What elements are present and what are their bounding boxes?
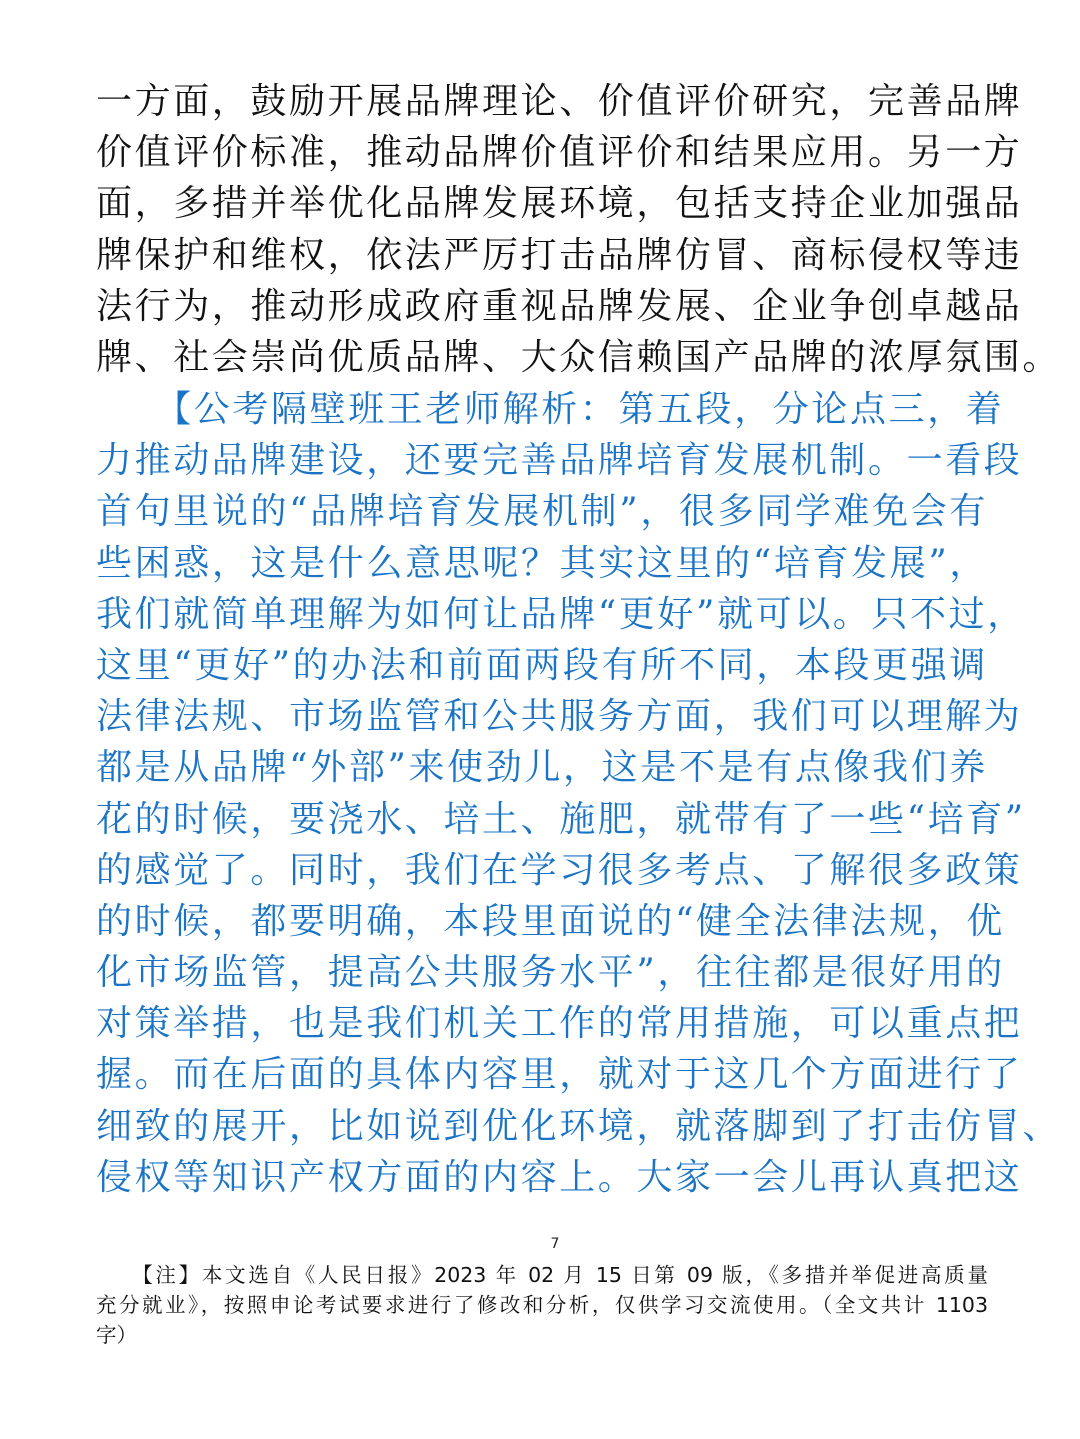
analysis-text-line: 这里“更好”的办法和前面两段有所不同，本段更强调 [96,644,988,686]
analysis-paragraph [96,384,1062,1203]
analysis-text-line: 首句里说的“品牌培育发展机制”，很多同学难免会有 [96,491,988,533]
analysis-text-line: 我们就简单理解为如何让品牌“更好”就可以。只不过， [96,593,1026,635]
analysis-text-line: 些困惑，这是什么意思呢？其实这里的“培育发展”， [96,542,988,584]
main-text-line: 法行为，推动形成政府重视品牌发展、企业争创卓越品 [96,285,1023,327]
analysis-text-line: 侵权等知识产权方面的内容上。大家一会儿再认真把这 [96,1156,1023,1198]
analysis-text-line: 都是从品牌“外部”来使劲儿，这是不是有点像我们养 [96,747,988,789]
footnote [96,1260,988,1350]
main-paragraph [96,76,1062,383]
analysis-text-line: 的感觉了。同时，我们在学习很多考点、了解很多政策 [96,849,1023,891]
analysis-text-line: 花的时候，要浇水、培土、施肥，就带有了一些“培育” [96,798,1026,840]
analysis-text-line: 力推动品牌建设，还要完善品牌培育发展机制。一看段 [96,440,1023,482]
analysis-text-line: 细致的展开，比如说到优化环境，就落脚到了打击仿冒、 [96,1105,1062,1147]
footnote-line: 字） [96,1323,137,1347]
analysis-text-line: 化市场监管，提高公共服务水平”，往往都是很好用的 [96,952,1005,994]
main-text-line: 一方面，鼓励开展品牌理论、价值评价研究，完善品牌 [96,81,1023,122]
main-text-line: 价值评价标准，推动品牌价值评价和结果应用。另一方 [96,132,1023,174]
main-text-line: 牌保护和维权，依法严厉打击品牌仿冒、商标侵权等违 [96,234,1023,276]
analysis-text-line: 【公考隔壁班王老师解析：第五段，分论点三，着 [96,389,1005,430]
analysis-text-line: 握。而在后面的具体内容里，就对于这几个方面进行了 [96,1054,1023,1096]
footnote-line: 【注】本文选自《人民日报》2023 年 02 月 15 日第 09 版，《多措并举促进高质量 [96,1263,988,1287]
main-text-line: 面，多措并举优化品牌发展环境，包括支持企业加强品 [96,183,1023,225]
page-number: 7 [550,1236,560,1252]
analysis-text-line: 的时候，都要明确，本段里面说的“健全法律法规，优 [96,900,1005,942]
main-text-line: 牌、社会崇尚优质品牌、大众信赖国产品牌的浓厚氛围。 [96,336,1062,378]
analysis-text-line: 对策举措，也是我们机关工作的常用措施，可以重点把 [96,1003,1023,1045]
footnote-line: 充分就业》，按照申论考试要求进行了修改和分析，仅供学习交流使用。（全文共计 1103 [96,1293,988,1317]
analysis-text-line: 法律法规、市场监管和公共服务方面，我们可以理解为 [96,696,1023,738]
